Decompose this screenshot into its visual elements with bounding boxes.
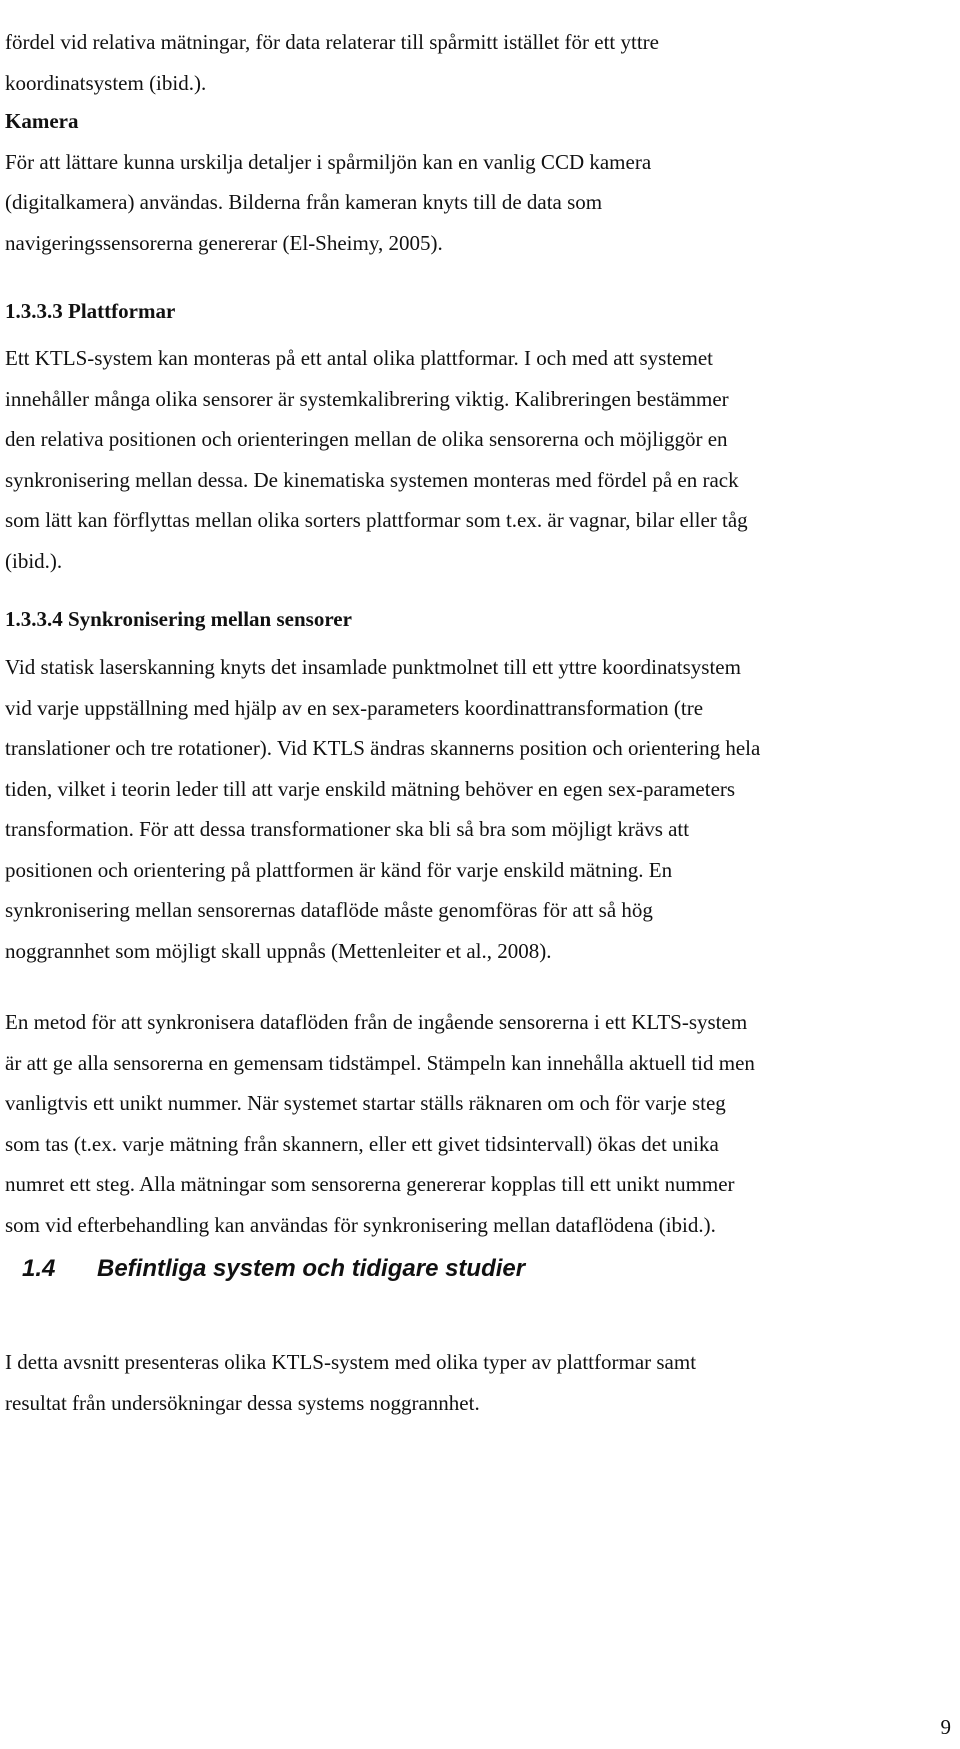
text-line: synkronisering mellan dessa. De kinematiska systemen monteras med fördel på en rack (5, 467, 739, 492)
text-line: positionen och orientering på plattformen är känd för varje enskild mätning. En (5, 857, 673, 882)
plattformar-heading: 1.3.3.3 Plattformar (5, 299, 176, 323)
section-number: 1.4 (22, 1255, 56, 1282)
text-line: transformation. För att dessa transformationer ska bli så bra som möjligt krävs att (5, 817, 690, 841)
text-line: noggrannhet som möjligt skall uppnås (Mettenleiter et al., 2008). (5, 938, 552, 963)
intro-paragraph (5, 22, 945, 103)
section-title: Befintliga system och tidigare studier (97, 1255, 526, 1282)
text-line: En metod för att synkronisera dataflöden från de ingående sensorerna i ett KLTS-system (5, 1010, 748, 1034)
synkronisering-paragraph (5, 647, 945, 971)
plattformar-paragraph (5, 338, 945, 581)
text-line: vid varje uppställning med hjälp av en sex-parameters koordinattransformation (tre (5, 695, 704, 720)
text-line: navigeringssensorerna genererar (El-Sheimy, 2005). (5, 230, 443, 255)
text-line: numret ett steg. Alla mätningar som sensorerna genererar kopplas till ett unikt nummer (5, 1172, 735, 1196)
avsnitt-paragraph (5, 1342, 945, 1423)
synkronisering-heading: 1.3.3.4 Synkronisering mellan sensorer (5, 607, 352, 631)
text-line: translationer och tre rotationer). Vid KTLS ändras skannerns position och orientering hela (5, 736, 761, 760)
text-line: Ett KTLS-system kan monteras på ett antal olika plattformar. I och med att systemet (5, 346, 713, 370)
text-line: fördel vid relativa mätningar, för data relaterar till spårmitt istället för ett yttre (5, 30, 659, 54)
kamera-paragraph (5, 101, 945, 263)
text-line: I detta avsnitt presenteras olika KTLS-system med olika typer av plattformar samt (5, 1350, 697, 1374)
text-line: som tas (t.ex. varje mätning från skannern, eller ett givet tidsintervall) ökas det unika (5, 1131, 719, 1156)
text-line: den relativa positionen och orienteringen mellan de olika sensorerna och möjliggör en (5, 427, 728, 451)
text-line: vanligtvis ett unikt nummer. När systemet startar ställs räknaren om och för varje steg (5, 1091, 726, 1115)
text-line: som lätt kan förflyttas mellan olika sorters plattformar som t.ex. är vagnar, bilar eller tåg (5, 508, 748, 532)
text-line: resultat från undersökningar dessa systems noggrannhet. (5, 1390, 480, 1415)
text-line: koordinatsystem (ibid.). (5, 70, 207, 95)
text-line: Vid statisk laserskanning knyts det insamlade punktmolnet till ett yttre koordinatsystem (5, 655, 741, 679)
text-line: synkronisering mellan sensorernas dataflöde måste genomföras för att så hög (5, 898, 653, 922)
text-line: tiden, vilket i teorin leder till att varje enskild mätning behöver en egen sex-parameters (5, 776, 736, 801)
text-line: (digitalkamera) användas. Bilderna från kameran knyts till de data som (5, 190, 603, 214)
text-line: För att lättare kunna urskilja detaljer i spårmiljön kan en vanlig CCD kamera (5, 149, 652, 174)
text-line: innehåller många olika sensorer är systemkalibrering viktig. Kalibreringen bestämmer (5, 386, 729, 411)
text-line: (ibid.). (5, 548, 63, 573)
text-line: som vid efterbehandling kan användas för synkronisering mellan dataflödena (ibid.). (5, 1212, 716, 1237)
metod-paragraph (5, 1002, 945, 1245)
section-heading (22, 1254, 525, 1284)
kamera-heading: Kamera (5, 109, 79, 133)
page-number: 9 (940, 1715, 951, 1739)
text-line: är att ge alla sensorerna en gemensam tidstämpel. Stämpeln kan innehålla aktuell tid men (5, 1050, 755, 1075)
